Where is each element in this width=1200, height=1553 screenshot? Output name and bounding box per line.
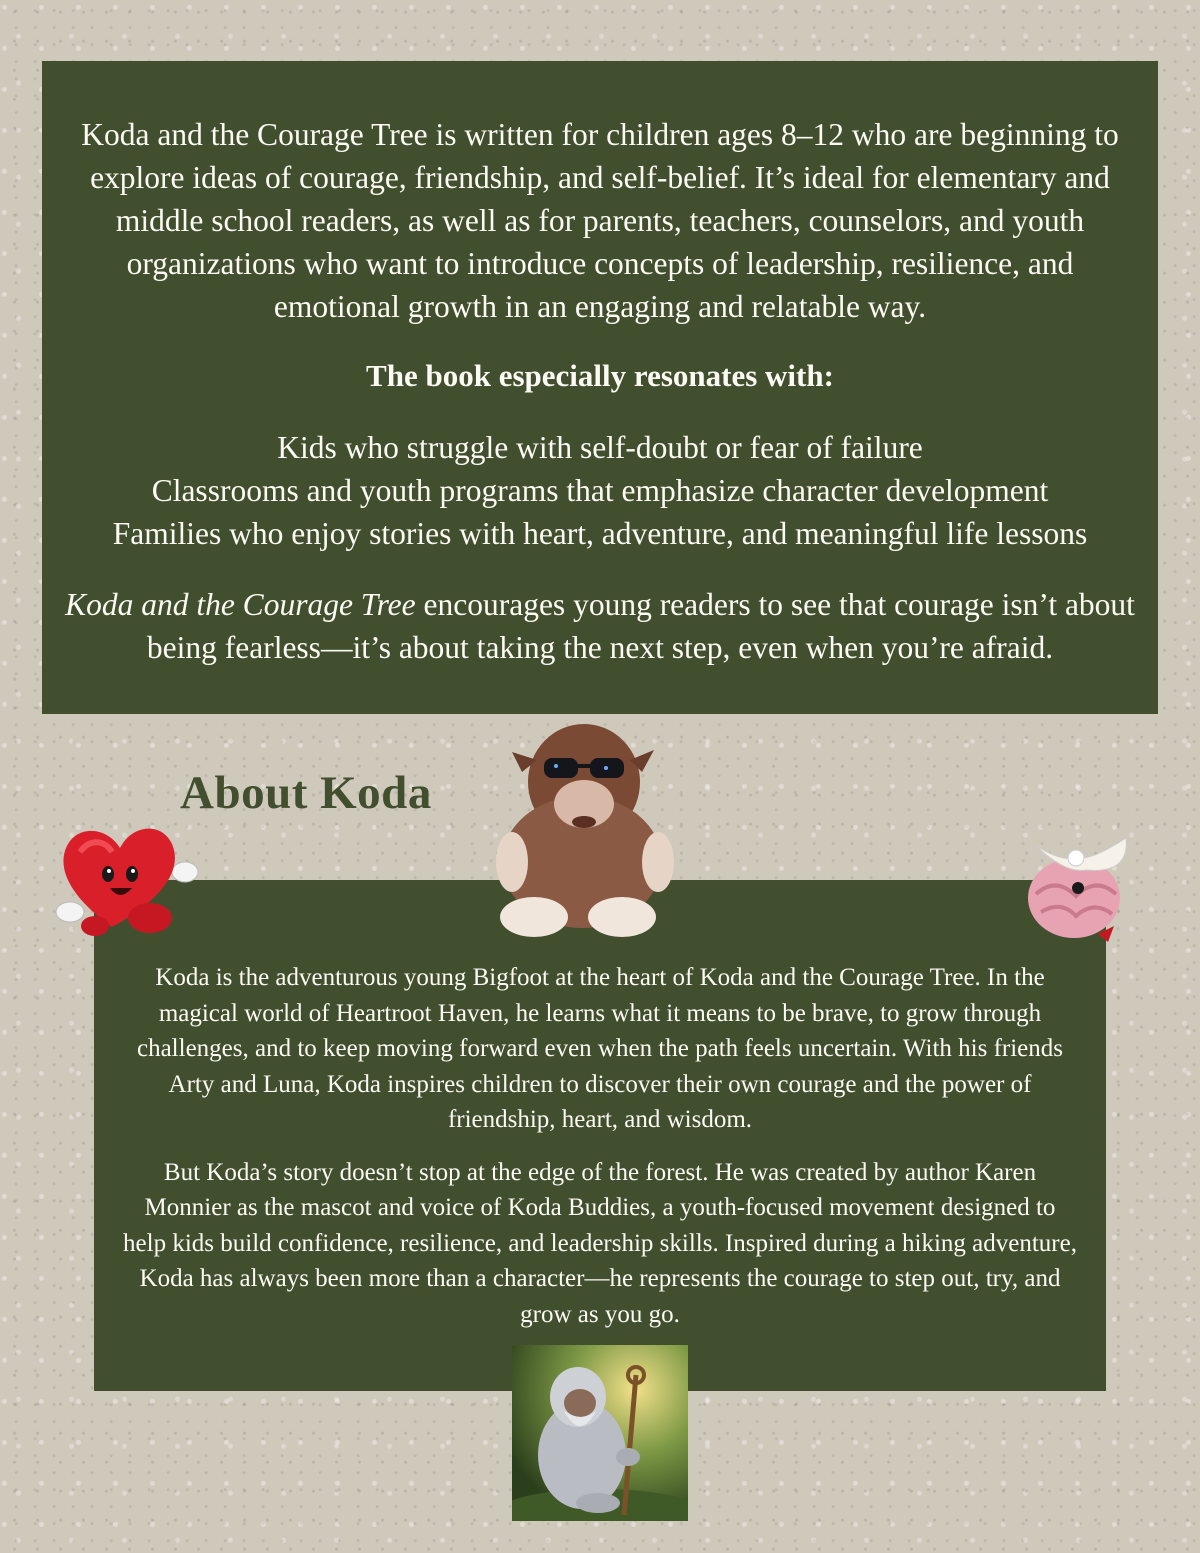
about-heading: About Koda xyxy=(180,767,432,819)
audience-list xyxy=(64,426,1136,555)
closing-paragraph xyxy=(64,583,1136,669)
closing-text: encourages young readers to see that courage isn’t about being fearless—it’s about taking the next step, even when you’re afraid. xyxy=(146,587,1135,665)
bigfoot-plush-icon xyxy=(482,712,686,940)
heart-plush-icon xyxy=(50,822,200,940)
list-item: Families who enjoy stories with heart, adventure, and meaningful life lessons xyxy=(112,516,1088,551)
about-paragraph-2: But Koda’s story doesn’t stop at the edge of the forest. He was created by author Karen Monnier as the mascot and voice of Koda Buddies, a youth-focused movement designed to help kids build confidence, resilience, and leadership skills. Inspired during a hiking adventure, Koda has always been more than a character—he represents the courage to step out, try, and grow as you go. xyxy=(123,1158,1077,1328)
intro-paragraph: Koda and the Courage Tree is written for children ages 8–12 who are beginning to explore ideas of courage, friendship, and self-belief. It’s ideal for elementary and middle school readers, as well as for parents, teachers, counselors, and youth organizations who want to introduce concepts of leadership, resilience, and emotional growth in an engaging and relatable way. xyxy=(81,117,1119,324)
brain-plush-icon xyxy=(1016,816,1140,946)
audience-section xyxy=(42,61,1158,714)
bigfoot-portrait-icon xyxy=(512,1345,688,1521)
resonates-heading: The book especially resonates with: xyxy=(366,358,834,393)
about-paragraph-1: Koda is the adventurous young Bigfoot at the heart of Koda and the Courage Tree. In the magical world of Heartroot Haven, he learns what it means to be brave, to grow through challenges, and to keep moving forward even when the path feels uncertain. With his friends Arty and Luna, Koda inspires children to discover their own courage and the power of friendship, heart, and wisdom. xyxy=(136,964,1063,1133)
list-item: Classrooms and youth programs that emphasize character development xyxy=(151,473,1049,508)
list-item: Kids who struggle with self-doubt or fear of failure xyxy=(277,430,923,465)
book-title: Koda and the Courage Tree xyxy=(65,587,416,622)
about-section xyxy=(94,880,1106,1391)
